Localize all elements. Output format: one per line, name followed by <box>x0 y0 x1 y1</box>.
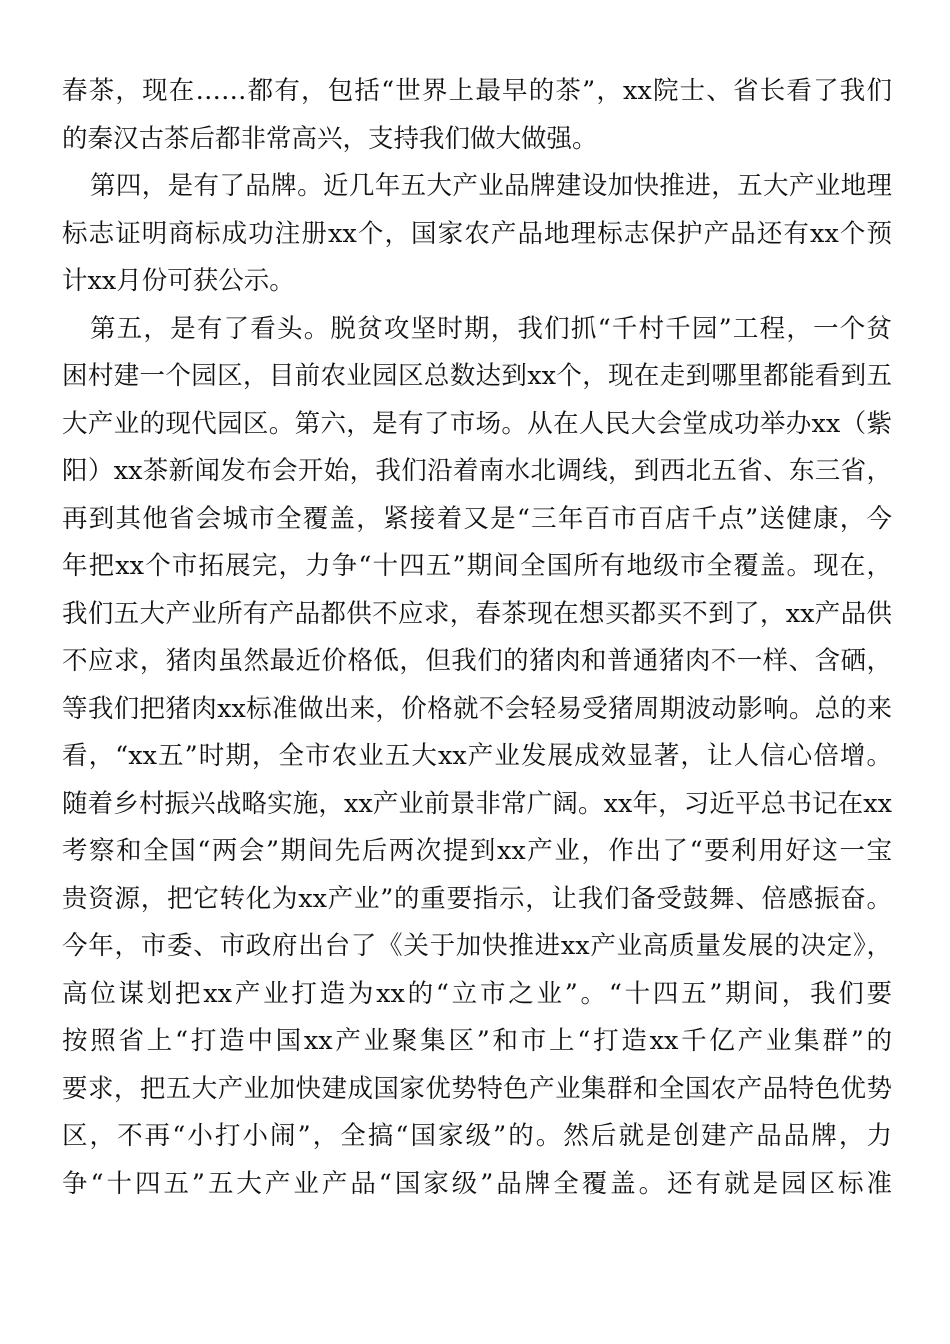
text-line: 再到其他省会城市全覆盖，紧接着又是“三年百市百店千点”送健康，今 <box>62 503 892 534</box>
text-line: 阳）xx茶新闻发布会开始，我们沿着南水北调线，到西北五省、东三省， <box>62 456 892 486</box>
text-line: 我们五大产业所有产品都供不应求，春茶现在想买都买不到了，xx产品供 <box>62 598 892 629</box>
document-body <box>62 68 892 1208</box>
text-line: 的秦汉古茶后都非常高兴，支持我们做大做强。 <box>62 123 598 154</box>
text-line: 春茶，现在……都有，包括“世界上最早的茶”，xx院士、省长看了我们 <box>62 76 892 106</box>
text-line: 要求，把五大产业加快建成国家优势特色产业集群和全国农产品特色优势 <box>62 1073 892 1104</box>
text-line: 今年，市委、市政府出台了《关于加快推进xx产业高质量发展的决定》， <box>62 931 892 961</box>
text-line: 看，“xx五”时期，全市农业五大xx产业发展成效显著，让人信心倍增。 <box>62 741 892 771</box>
text-line: 计xx月份可获公示。 <box>62 266 295 296</box>
text-line: 区，不再“小打小闹”，全搞“国家级”的。然后就是创建产品品牌，力 <box>62 1121 892 1151</box>
text-line: 年把xx个市拓展完，力争“十四五”期间全国所有地级市全覆盖。现在， <box>62 551 892 581</box>
text-line: 按照省上“打造中国xx产业聚集区”和市上“打造xx千亿产业集群”的 <box>62 1026 892 1056</box>
text-line: 第五，是有了看头。脱贫攻坚时期，我们抓“千村千园”工程，一个贫 <box>90 313 892 344</box>
text-line: 考察和全国“两会”期间先后两次提到xx产业，作出了“要利用好这一宝 <box>62 836 892 866</box>
text-line: 贵资源，把它转化为xx产业”的重要指示，让我们备受鼓舞、倍感振奋。 <box>62 883 892 914</box>
text-line: 等我们把猪肉xx标准做出来，价格就不会轻易受猪周期波动影响。总的来 <box>62 693 892 724</box>
text-line: 高位谋划把xx产业打造为xx的“立市之业”。“十四五”期间，我们要 <box>62 978 892 1009</box>
text-line: 大产业的现代园区。第六，是有了市场。从在人民大会堂成功举办xx（紫 <box>62 408 892 439</box>
text-line: 标志证明商标成功注册xx个，国家农产品地理标志保护产品还有xx个预 <box>62 218 892 249</box>
text-line: 困村建一个园区，目前农业园区总数达到xx个，现在走到哪里都能看到五 <box>62 361 892 391</box>
text-line: 不应求，猪肉虽然最近价格低，但我们的猪肉和普通猪肉不一样、含硒， <box>62 646 892 676</box>
text-line: 争“十四五”五大产业产品“国家级”品牌全覆盖。还有就是园区标准 <box>62 1168 892 1199</box>
text-line: 第四，是有了品牌。近几年五大产业品牌建设加快推进，五大产业地理 <box>90 171 892 201</box>
text-line: 随着乡村振兴战略实施，xx产业前景非常广阔。xx年，习近平总书记在xx <box>62 788 892 819</box>
